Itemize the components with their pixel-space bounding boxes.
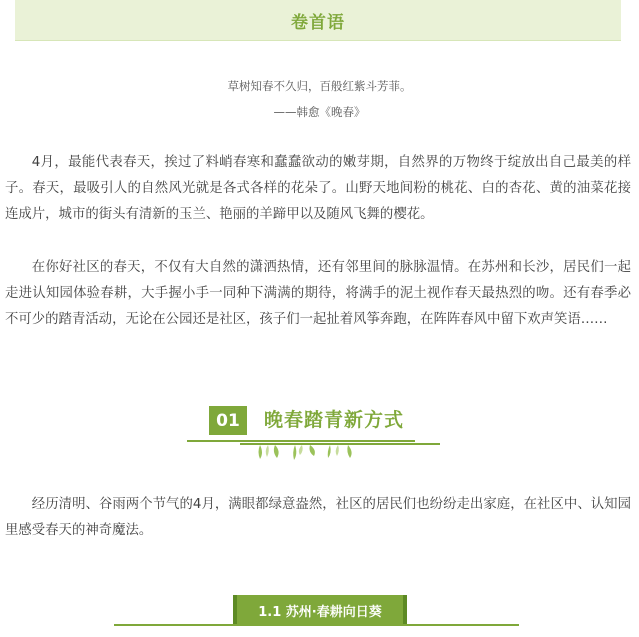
page-title: 卷首语	[291, 12, 345, 33]
subsection-label: 1.1 苏州·春耕向日葵	[233, 595, 407, 625]
paragraph: 4月，最能代表春天，挨过了料峭春寒和蠢蠢欲动的嫩芽期，自然界的万物终于绽放出自己最美的样子。春天，最吸引人的自然风光就是各式各样的花朵了。山野天地间粉的桃花、白的杏花、黄的油菜花接连成片，城市的街头有清新的玉兰、艳丽的羊蹄甲以及随风飞舞的樱花。	[5, 155, 631, 222]
section-underline	[187, 440, 415, 442]
poem-line: 草树知春不久归，百般红紫斗芳菲。	[227, 79, 412, 93]
paragraph: 经历清明、谷雨两个节气的4月，满眼都绿意盎然，社区的居民们也纷纷走出家庭，在社区中、认知园里感受春天的神奇魔法。	[5, 497, 631, 538]
leaf-decoration-icon	[240, 443, 440, 461]
poem-attribution: ——韩愈《晚春》	[273, 105, 366, 119]
header-band	[15, 0, 621, 41]
subsection-underline	[114, 624, 519, 626]
paragraph: 在你好社区的春天，不仅有大自然的潇洒热情，还有邻里间的脉脉温情。在苏州和长沙，居民们一起走进认知园体验春耕，大手握小手一同种下满满的期待，将满手的泥土视作春天最热烈的吻。还有春季必不可少的踏青活动，无论在公园还是社区，孩子们一起扯着风筝奔跑，在阵阵春风中留下欢声笑语……	[5, 260, 631, 327]
section-title: 晚春踏青新方式	[264, 409, 405, 431]
section-number: 01	[209, 406, 247, 435]
